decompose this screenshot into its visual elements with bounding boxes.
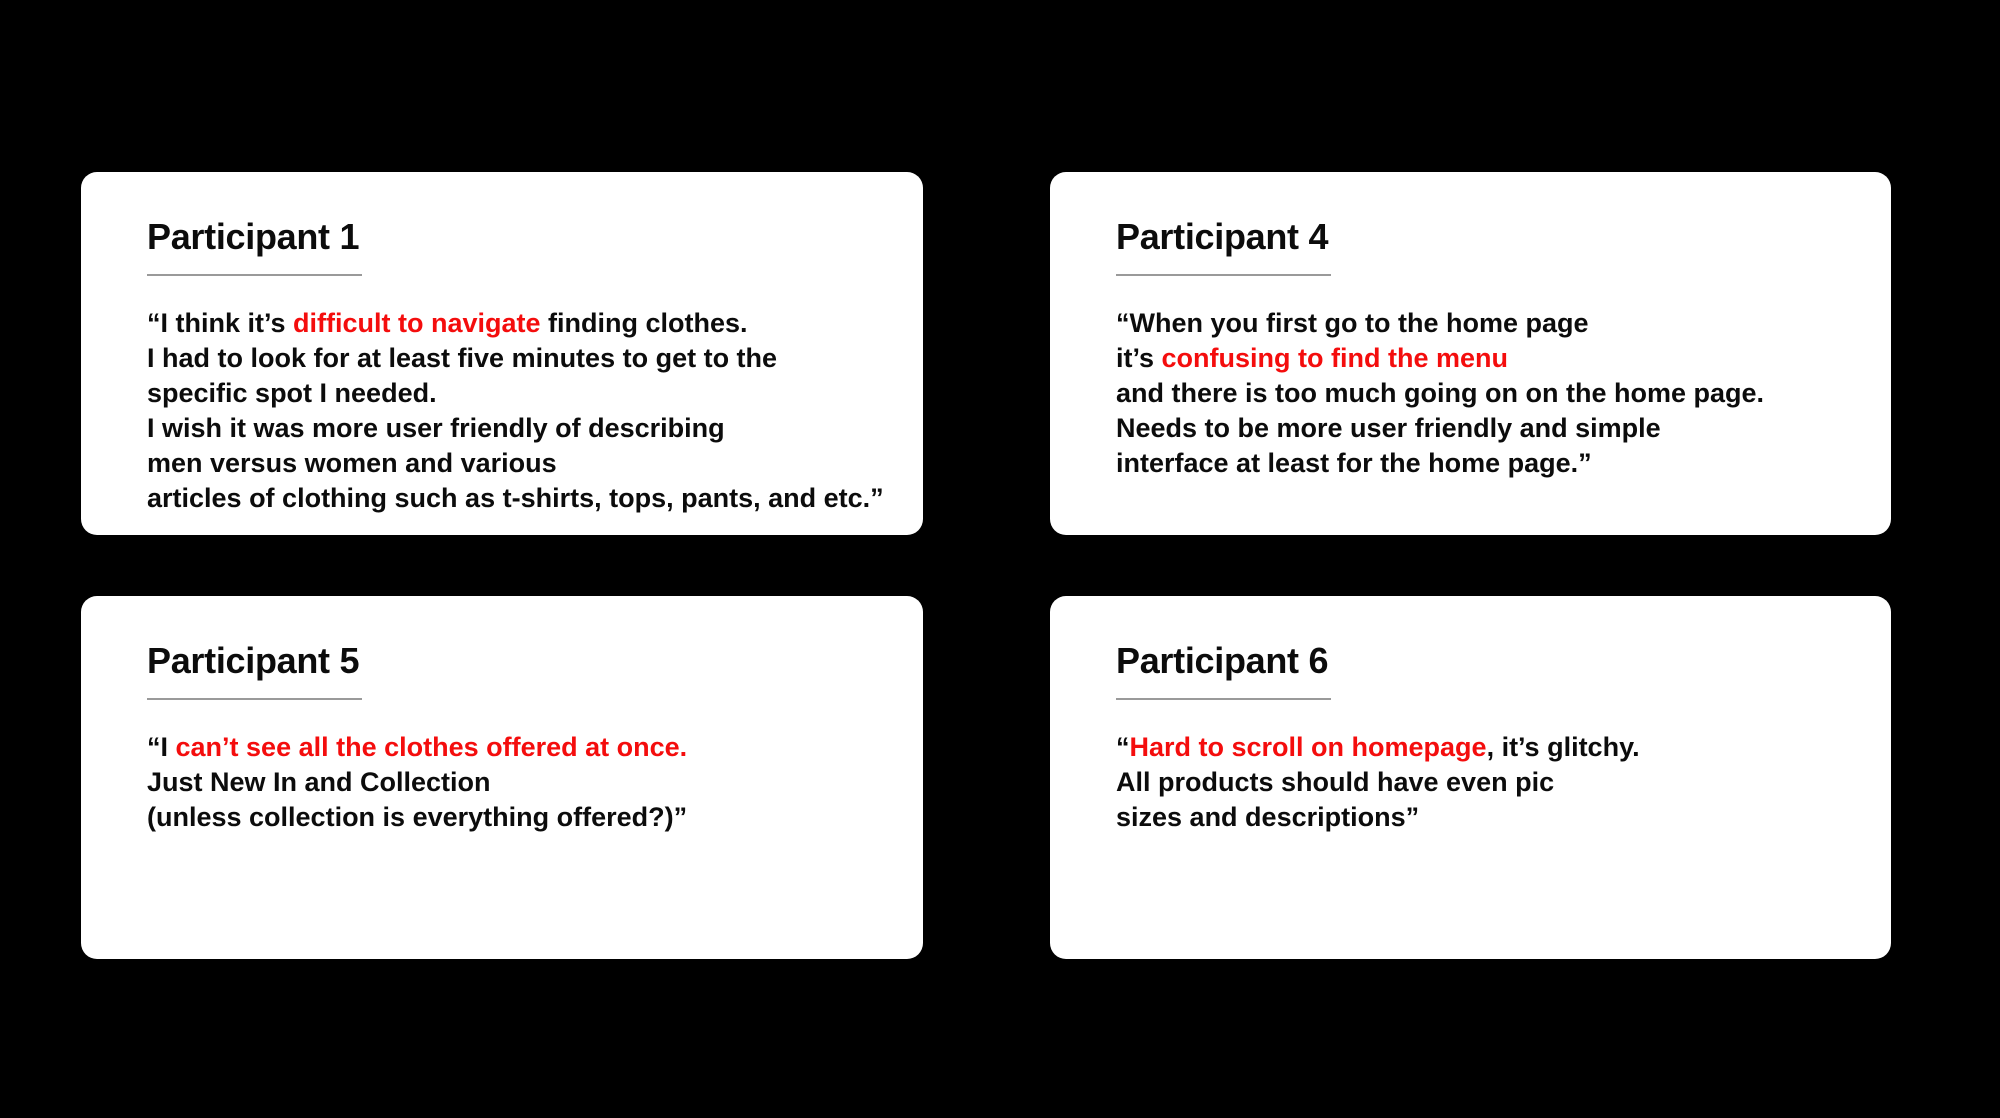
quote-segment: “I think it’s <box>147 308 294 338</box>
quote-segment: and there is too much going on on the home page. <box>1116 378 1765 408</box>
quote-segment: men versus women and various <box>147 448 557 478</box>
quote-segment: Needs to be more user friendly and simple <box>1116 413 1661 443</box>
card-title: Participant 5 <box>147 640 360 681</box>
quote-segment-highlight: Hard to scroll on homepage <box>1129 732 1487 762</box>
quote-line <box>1116 376 1861 411</box>
quote-segment: (unless collection is everything offered?)” <box>147 802 688 832</box>
quote-line <box>1116 730 1861 765</box>
card-title: Participant 4 <box>1116 216 1329 257</box>
quote-line <box>1116 446 1861 481</box>
quote-segment-highlight: confusing to find the menu <box>1161 343 1508 373</box>
title-divider <box>1116 274 1331 276</box>
quote-text <box>147 306 893 516</box>
quote-segment: I wish it was more user friendly of describing <box>147 413 725 443</box>
quote-segment: “ <box>1116 732 1130 762</box>
participant-4-card <box>1050 172 1891 535</box>
quote-line <box>1116 800 1861 835</box>
quote-segment: “I <box>147 732 176 762</box>
quote-segment-highlight: can’t see all the clothes offered at once. <box>175 732 688 762</box>
participant-6-card <box>1050 596 1891 959</box>
quote-segment: I had to look for at least five minutes to get to the <box>147 343 778 373</box>
quote-line <box>147 800 893 835</box>
quote-segment: specific spot I needed. <box>147 378 437 408</box>
quote-segment: interface at least for the home page.” <box>1116 448 1592 478</box>
quote-line <box>147 341 893 376</box>
card-title: Participant 6 <box>1116 640 1329 681</box>
quote-line <box>147 730 893 765</box>
quote-line <box>1116 341 1861 376</box>
title-divider <box>147 274 362 276</box>
title-divider <box>147 698 362 700</box>
quote-line <box>147 765 893 800</box>
quote-segment-highlight: difficult to navigate <box>293 308 541 338</box>
quote-segment: All products should have even pic <box>1116 767 1555 797</box>
quote-segment: , it’s glitchy. <box>1486 732 1640 762</box>
quote-segment: it’s <box>1116 343 1162 373</box>
quote-segment: finding clothes. <box>540 308 748 338</box>
quote-line <box>147 411 893 446</box>
quote-segment: “When you first go to the home page <box>1116 308 1589 338</box>
quote-line <box>147 446 893 481</box>
quote-line <box>147 481 893 516</box>
participant-1-card <box>81 172 923 535</box>
quote-line <box>1116 306 1861 341</box>
quote-line <box>147 306 893 341</box>
quote-text <box>1116 730 1861 835</box>
quote-segment: articles of clothing such as t-shirts, tops, pants, and etc.” <box>147 483 884 513</box>
quote-line <box>1116 765 1861 800</box>
quote-segment: Just New In and Collection <box>147 767 491 797</box>
title-divider <box>1116 698 1331 700</box>
card-title: Participant 1 <box>147 216 360 257</box>
quote-text <box>147 730 893 835</box>
quote-segment: sizes and descriptions” <box>1116 802 1420 832</box>
quote-line <box>147 376 893 411</box>
quote-text <box>1116 306 1861 481</box>
participant-5-card <box>81 596 923 959</box>
quote-line <box>1116 411 1861 446</box>
